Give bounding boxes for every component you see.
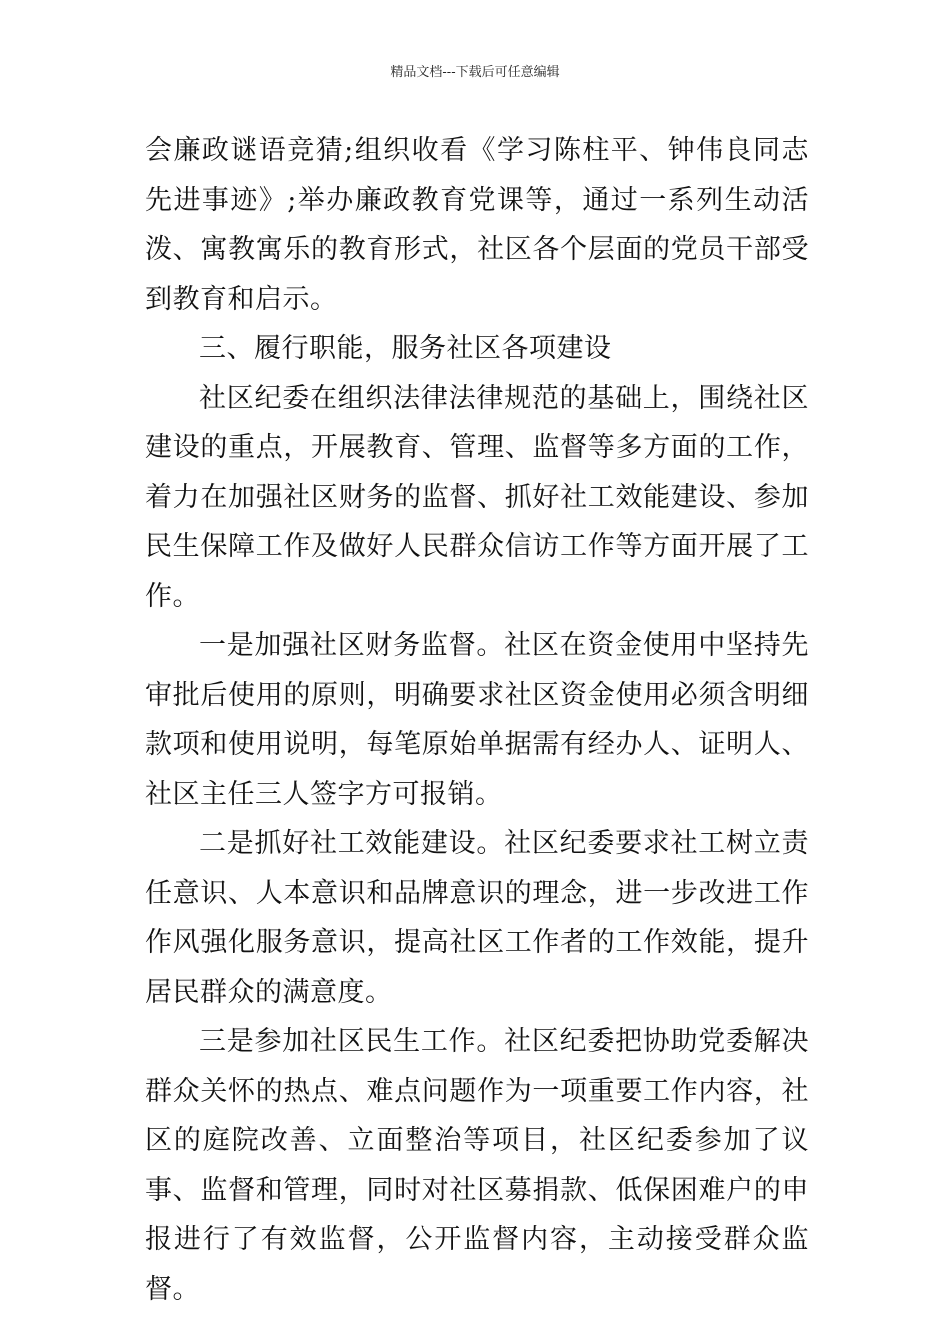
page-header: 精品文档---下载后可任意编辑	[390, 65, 560, 80]
section-heading: 三、履行职能，服务社区各项建设	[199, 333, 612, 364]
paragraph-finance-supervision: 一是加强社区财务监督。社区在资金使用中坚持先审批后使用的原则，明确要求社区资金使用必须含明细款项和使用说明，每笔原始单据需有经办人、证明人、社区主任三人签字方可报销。	[145, 630, 809, 810]
paragraph-livelihood-work: 三是参加社区民生工作。社区纪委把协助党委解决群众关怀的热点、难点问题作为一项重要工作内容，社区的庭院改善、立面整治等项目，社区纪委参加了议事、监督和管理，同时对社区募捐款、低保困难户的申报进行了有效监督，公开监督内容，主动接受群众监督。	[145, 1026, 809, 1305]
document-body	[145, 126, 809, 1314]
paragraph-efficiency-building: 二是抓好社工效能建设。社区纪委要求社工树立责任意识、人本意识和品牌意识的理念，进一步改进工作作风强化服务意识，提高社区工作者的工作效能，提升居民群众的满意度。	[145, 828, 809, 1008]
paragraph-continuation: 会廉政谜语竞猜;组织收看《学习陈柱平、钟伟良同志先进事迹》;举办廉政教育党课等，通过一系列生动活泼、寓教寓乐的教育形式，社区各个层面的党员干部受到教育和启示。	[145, 135, 809, 315]
paragraph-intro: 社区纪委在组织法律法律规范的基础上，围绕社区建设的重点，开展教育、管理、监督等多方面的工作，着力在加强社区财务的监督、抓好社工效能建设、参加民生保障工作及做好人民群众信访工作等方面开展了工作。	[145, 382, 809, 612]
